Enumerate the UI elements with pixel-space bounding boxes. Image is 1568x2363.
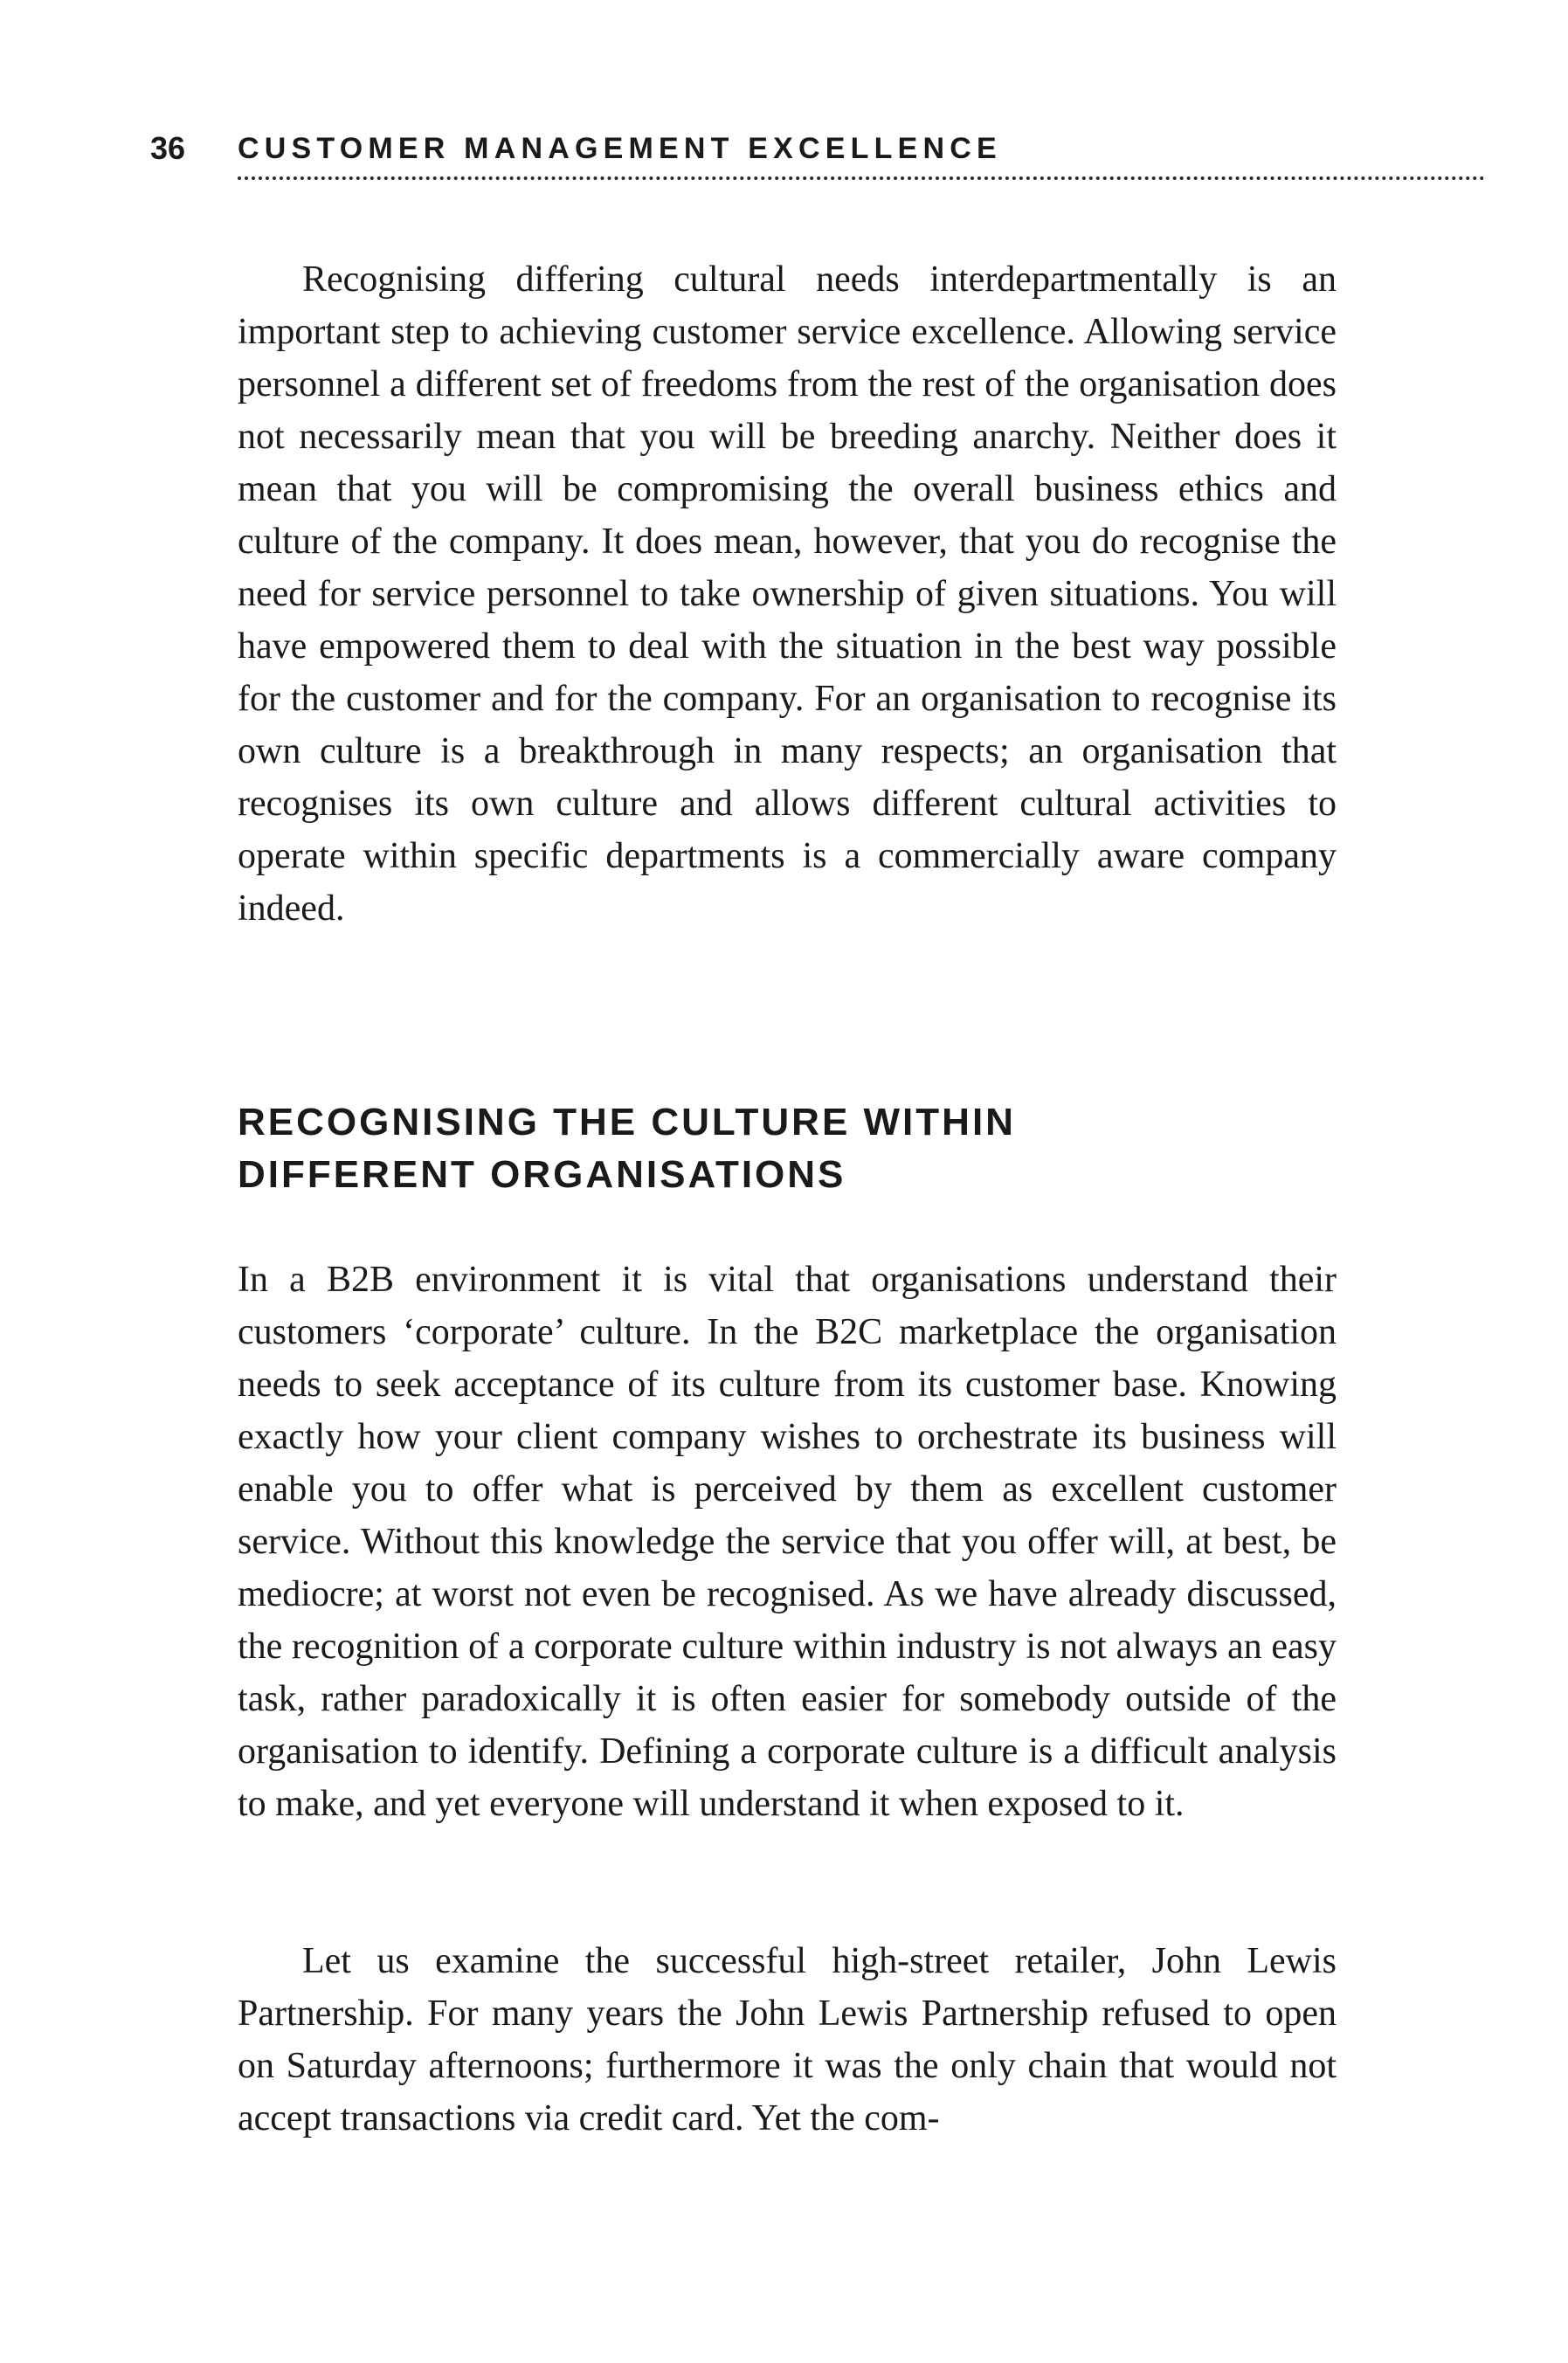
section-heading-line-1: RECOGNISING THE CULTURE WITHIN xyxy=(238,1101,1016,1143)
body-paragraph-3 xyxy=(238,1935,1337,2145)
section-heading-line-2: DIFFERENT ORGANISATIONS xyxy=(238,1153,846,1196)
paragraph-text: In a B2B environment it is vital that organisations understand their customers ‘corporate’ culture. In the B2C marketplace the organisation needs to seek acceptance of its culture from its customer base. Knowing exactly how your client company wishes to orchestrate its business will enable you to offer what is perceived by them as excellent customer service. Without this knowledge the service that you offer will, at best, be mediocre; at worst not even be recognised. As we have already discussed, the recognition of a corporate culture within industry is not always an easy task, rather paradoxically it is often easier for somebody outside of the organisation to identify. Defining a corporate culture is a difficult analysis to make, and yet everyone will understand it when exposed to it. xyxy=(238,1260,1337,1824)
page-number: 36 xyxy=(150,130,186,166)
body-paragraph-2 xyxy=(238,1254,1337,1830)
dotted-rule xyxy=(238,176,1485,180)
section-heading xyxy=(238,1096,1337,1201)
running-title: CUSTOMER MANAGEMENT EXCELLENCE xyxy=(238,132,1002,165)
paragraph-text: Let us examine the successful high-street retailer, John Lewis Partnership. For many years the John Lewis Partnership refused to open on Saturday afternoons; furthermore it was the only chain that would not accept transactions via credit card. Yet the com- xyxy=(238,1941,1337,2138)
paragraph-text: Recognising differing cultural needs interdepartmentally is an important step to achieving customer service excellence. Allowing service personnel a different set of freedoms from the rest of the organisation does not necessarily mean that you will be breeding anarchy. Neither does it mean that you will be compromising the overall business ethics and culture of the company. It does mean, however, that you do recognise the need for service personnel to take ownership of given situations. You will have empowered them to deal with the situation in the best way possible for the customer and for the company. For an organisation to recognise its own culture is a breakthrough in many respects; an organisation that recognises its own culture and allows different cultural activities to operate within specific departments is a commercially aware company indeed. xyxy=(238,259,1337,929)
running-head xyxy=(150,129,1338,182)
body-paragraph-1 xyxy=(238,253,1337,935)
